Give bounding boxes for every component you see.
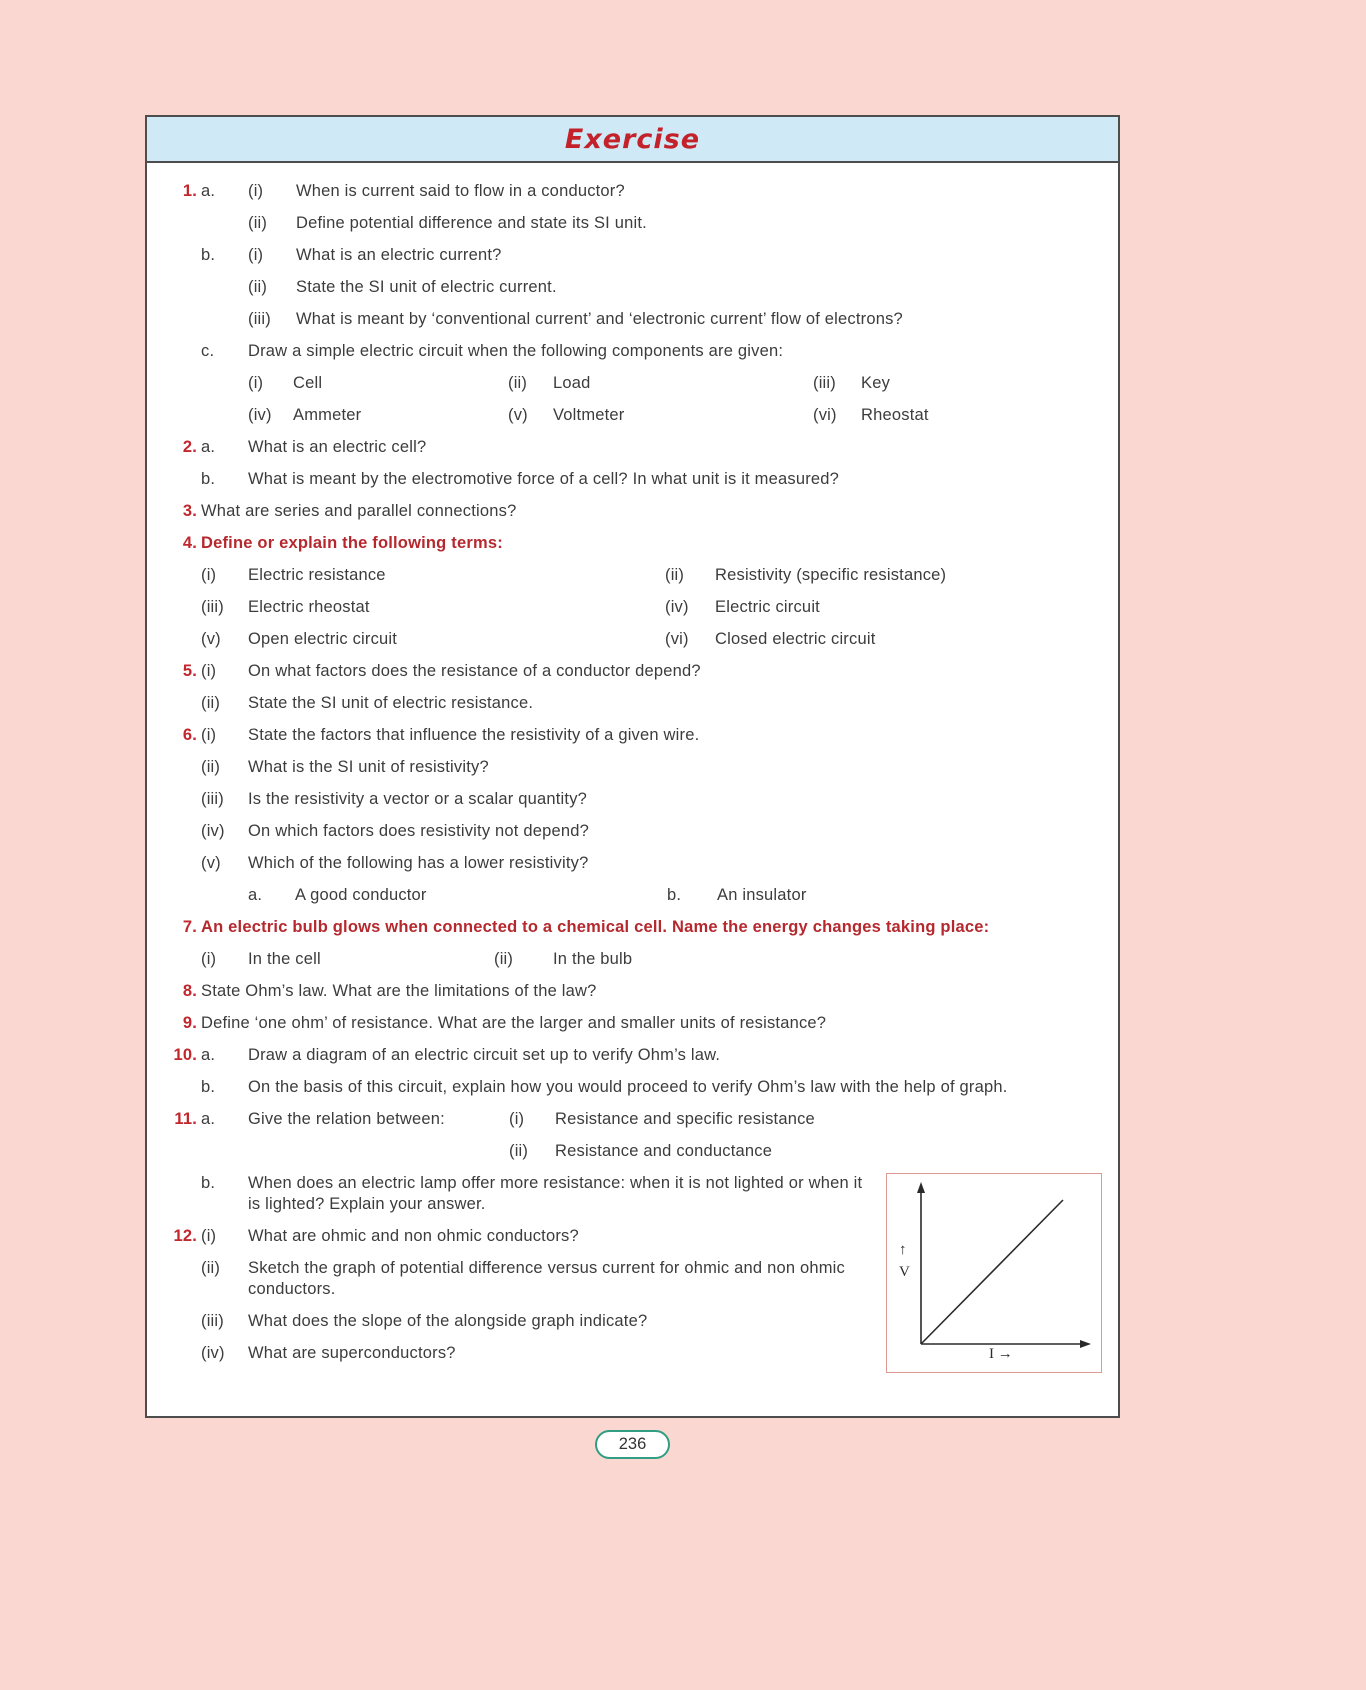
question-row <box>165 437 1102 458</box>
item-roman: (ii) <box>201 758 221 776</box>
item-roman: (vi) <box>665 630 689 648</box>
component-label: Cell <box>293 374 323 392</box>
question-row <box>165 981 1102 1002</box>
question-text: Sketch the graph of potential difference versus current for ohmic and non ohmic conductors. <box>248 1259 845 1298</box>
question-text: Draw a diagram of an electric circuit set up to verify Ohm’s law. <box>248 1046 721 1064</box>
bottom-questions <box>165 1173 868 1375</box>
question-row <box>165 1045 1102 1066</box>
question-row <box>165 341 1102 362</box>
item-roman: (i) <box>248 374 264 392</box>
question-text: Which of the following has a lower resistivity? <box>248 854 589 872</box>
item-roman: (ii) <box>248 214 268 232</box>
item-roman: (i) <box>201 566 217 584</box>
sub-pair-row <box>165 949 1102 970</box>
page-number-badge: 236 <box>595 1430 671 1459</box>
question-text: What does the slope of the alongside graph indicate? <box>248 1312 648 1330</box>
question-row <box>165 917 1102 938</box>
item-roman: (i) <box>201 950 217 968</box>
question-number: 11. <box>174 1110 197 1128</box>
question-row <box>165 533 1102 554</box>
item-roman: (iv) <box>201 1344 225 1362</box>
y-axis-label: V <box>899 1264 910 1280</box>
question-text: Draw a simple electric circuit when the following components are given: <box>248 342 784 360</box>
x-axis-label: I → <box>989 1346 1013 1362</box>
question-text: An electric bulb glows when connected to a chemical cell. Name the energy changes taking place: <box>201 918 990 936</box>
item-letter: a. <box>201 182 216 200</box>
vi-graph-axes <box>887 1174 1099 1370</box>
vi-graph <box>886 1173 1102 1373</box>
question-number: 4. <box>182 534 197 552</box>
relation-label: Resistance and conductance <box>555 1142 773 1160</box>
page-footer <box>145 1430 1120 1459</box>
question-number: 6. <box>182 726 197 744</box>
question-text: State Ohm’s law. What are the limitations of the law? <box>201 982 597 1000</box>
y-axis-arrowhead <box>917 1182 925 1193</box>
option-label: An insulator <box>717 886 807 904</box>
item-roman: (ii) <box>508 374 528 392</box>
exercise-header <box>147 117 1118 163</box>
exercise-box <box>145 115 1120 1418</box>
question-text: What is an electric current? <box>296 246 502 264</box>
question-text: Give the relation between: <box>248 1110 445 1128</box>
item-roman: (iii) <box>201 598 224 616</box>
question-text: What are series and parallel connections? <box>201 502 517 520</box>
question-text: What is the SI unit of resistivity? <box>248 758 489 776</box>
question-row <box>165 789 1102 810</box>
item-roman: (i) <box>248 182 264 200</box>
item-roman: (iv) <box>248 406 272 424</box>
term-pair-row <box>165 629 1102 650</box>
question-text: What are ohmic and non ohmic conductors? <box>248 1227 579 1245</box>
item-roman: (ii) <box>248 278 268 296</box>
component-label: Voltmeter <box>553 406 625 424</box>
item-roman: (iii) <box>201 1312 224 1330</box>
item-roman: (ii) <box>665 566 685 584</box>
component-row <box>165 405 1102 426</box>
term-label: Electric circuit <box>715 598 820 616</box>
question-number: 1. <box>182 182 197 200</box>
term-label: Electric resistance <box>248 566 386 584</box>
item-roman: (v) <box>508 406 528 424</box>
term-label: Closed electric circuit <box>715 630 876 648</box>
question-text: On the basis of this circuit, explain how you would proceed to verify Ohm’s law with the help of graph. <box>248 1078 1008 1096</box>
question-row <box>165 693 1102 714</box>
component-row <box>165 373 1102 394</box>
item-roman: (iv) <box>665 598 689 616</box>
question-row <box>165 821 1102 842</box>
item-roman: (i) <box>509 1110 525 1128</box>
question-text: State the SI unit of electric resistance. <box>248 694 534 712</box>
item-roman: (i) <box>201 1227 217 1245</box>
item-letter: c. <box>201 342 215 360</box>
question-row <box>165 1077 1102 1098</box>
question-number: 8. <box>182 982 197 1000</box>
option-letter: a. <box>248 886 263 904</box>
question-text: Define ‘one ohm’ of resistance. What are the larger and smaller units of resistance? <box>201 1014 827 1032</box>
question-text: What is an electric cell? <box>248 438 427 456</box>
question-row <box>165 1013 1102 1034</box>
question-row <box>165 757 1102 778</box>
option-pair-row <box>165 885 1102 906</box>
bottom-section <box>165 1173 1102 1375</box>
item-roman: (v) <box>201 630 221 648</box>
question-text: Define potential difference and state its SI unit. <box>296 214 647 232</box>
question-row <box>165 725 1102 746</box>
sub-label: In the cell <box>248 950 321 968</box>
relation-label: Resistance and specific resistance <box>555 1110 815 1128</box>
question-row <box>165 469 1102 490</box>
question-row <box>165 245 1102 266</box>
page-title: Exercise <box>564 123 701 155</box>
item-letter: b. <box>201 1078 216 1096</box>
item-letter: a. <box>201 1110 216 1128</box>
question-row <box>165 1258 868 1300</box>
component-label: Rheostat <box>861 406 929 424</box>
question-text: On which factors does resistivity not depend? <box>248 822 590 840</box>
question-text: Define or explain the following terms: <box>201 534 503 552</box>
item-letter: a. <box>201 438 216 456</box>
question-row <box>165 213 1102 234</box>
relation-row <box>165 1109 1102 1130</box>
question-row <box>165 1343 868 1364</box>
term-label: Open electric circuit <box>248 630 398 648</box>
question-number: 10. <box>173 1046 197 1064</box>
term-pair-row <box>165 565 1102 586</box>
item-letter: b. <box>201 246 216 264</box>
question-text: When does an electric lamp offer more resistance: when it is not lighted or when it is lighted? Explain your answer. <box>248 1174 863 1213</box>
item-roman: (i) <box>248 246 264 264</box>
item-roman: (iv) <box>201 822 225 840</box>
item-roman: (ii) <box>509 1142 529 1160</box>
question-text: What is meant by the electromotive force of a cell? In what unit is it measured? <box>248 470 840 488</box>
question-text: What is meant by ‘conventional current’ and ‘electronic current’ flow of electrons? <box>296 310 903 328</box>
question-row <box>165 1226 868 1247</box>
question-text: Is the resistivity a vector or a scalar quantity? <box>248 790 588 808</box>
item-letter: b. <box>201 470 216 488</box>
component-label: Key <box>861 374 891 392</box>
item-roman: (ii) <box>494 950 514 968</box>
term-label: Resistivity (specific resistance) <box>715 566 947 584</box>
item-letter: b. <box>201 1174 216 1192</box>
item-roman: (ii) <box>201 1259 221 1277</box>
question-text: State the SI unit of electric current. <box>296 278 557 296</box>
question-number: 7. <box>182 918 197 936</box>
relation-row <box>165 1141 1102 1162</box>
sub-label: In the bulb <box>553 950 633 968</box>
question-row <box>165 277 1102 298</box>
item-roman: (i) <box>201 726 217 744</box>
x-axis-arrowhead <box>1080 1340 1091 1348</box>
question-row <box>165 661 1102 682</box>
question-number: 12. <box>173 1227 197 1245</box>
question-number: 3. <box>182 502 197 520</box>
item-roman: (iii) <box>201 790 224 808</box>
term-label: Electric rheostat <box>248 598 370 616</box>
term-pair-row <box>165 597 1102 618</box>
question-number: 5. <box>182 662 197 680</box>
item-roman: (iii) <box>248 310 271 328</box>
question-text: What are superconductors? <box>248 1344 456 1362</box>
option-letter: b. <box>667 886 682 904</box>
question-row <box>165 181 1102 202</box>
exercise-content <box>147 163 1118 1393</box>
component-label: Load <box>553 374 591 392</box>
item-letter: a. <box>201 1046 216 1064</box>
vi-line <box>921 1200 1063 1344</box>
question-text: State the factors that influence the resistivity of a given wire. <box>248 726 700 744</box>
question-row <box>165 309 1102 330</box>
question-row <box>165 501 1102 522</box>
question-text: On what factors does the resistance of a conductor depend? <box>248 662 701 680</box>
component-label: Ammeter <box>293 406 362 424</box>
item-roman: (vi) <box>813 406 837 424</box>
item-roman: (ii) <box>201 694 221 712</box>
item-roman: (v) <box>201 854 221 872</box>
question-row <box>165 1311 868 1332</box>
question-number: 2. <box>182 438 197 456</box>
question-row <box>165 853 1102 874</box>
y-axis-arrow-label: ↑ <box>899 1242 907 1258</box>
item-roman: (iii) <box>813 374 836 392</box>
option-label: A good conductor <box>295 886 427 904</box>
question-row <box>165 1173 868 1215</box>
question-text: When is current said to flow in a conductor? <box>296 182 625 200</box>
question-number: 9. <box>182 1014 197 1032</box>
item-roman: (i) <box>201 662 217 680</box>
